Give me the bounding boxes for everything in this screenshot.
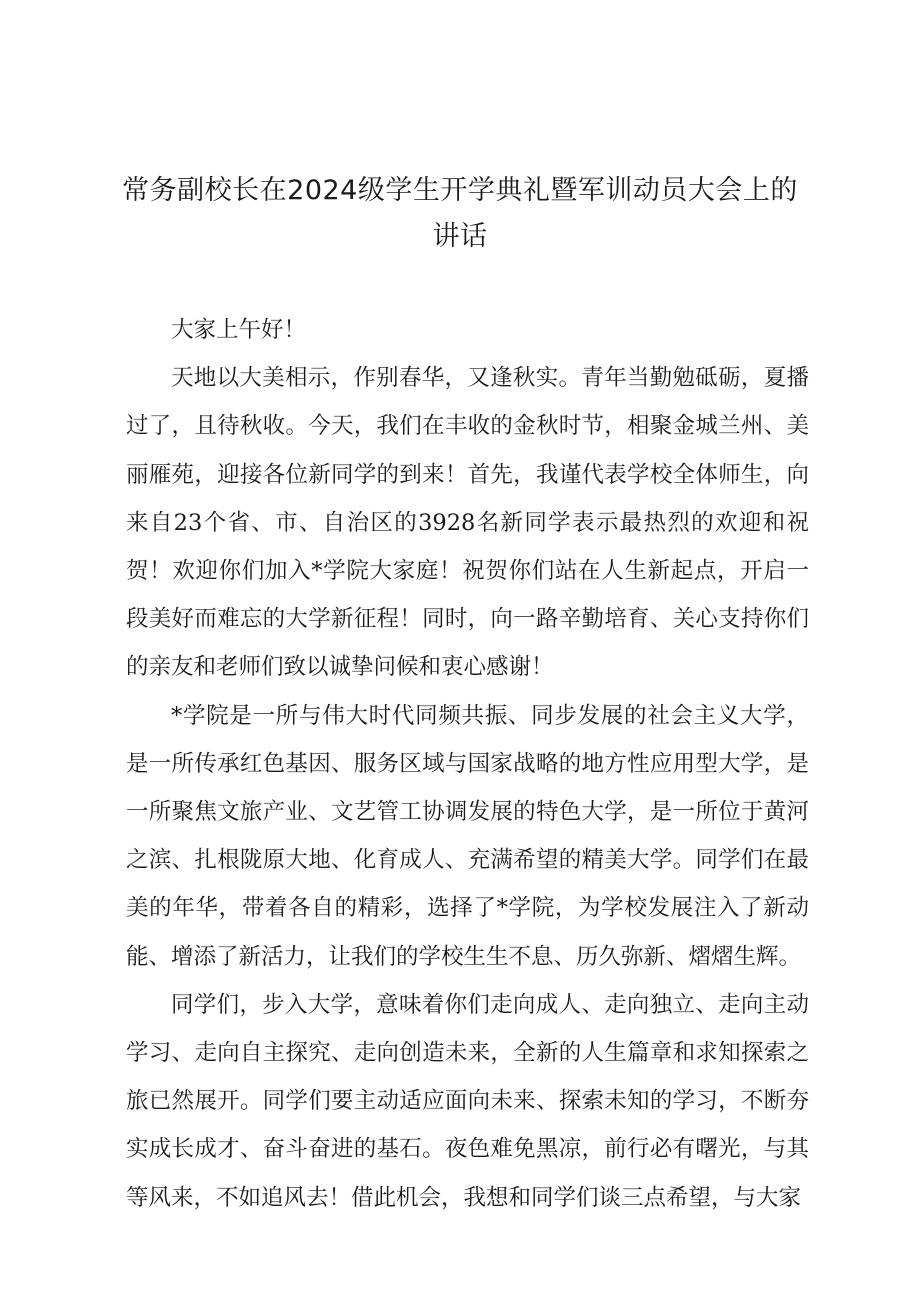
body-paragraph-students: 同学们，步入大学，意味着你们走向成人、走向独立、走向主动学习、走向自主探究、走向创造未来，全新的人生篇章和求知探索之旅已然展开。同学们要主动适应面向未来、探索未知的学习，不断夯实成长成才、奋斗奋进的基石。夜色难免黑凉，前行必有曙光，与其等风来，不如追风去！借此机会，我想和同学们谈三点希望，与大家: [126, 991, 809, 1211]
greeting-paragraph: 大家上午好！: [171, 317, 307, 343]
body-paragraph-college-intro: *学院是一所与伟大时代同频共振、同步发展的社会主义大学，是一所传承红色基因、服务区域与国家战略的地方性应用型大学，是一所聚焦文旅产业、文艺管工协调发展的特色大学，是一所位于黄河之滨、扎根陇原大地、化育成人、充满希望的精美大学。同学们在最美的年华，带着各自的精彩，选择了*学院，为学校发展注入了新动能、增添了新活力，让我们的学校生生不息、历久弥新、熠熠生辉。: [126, 702, 809, 970]
document-body: [126, 306, 809, 1222]
body-paragraph-welcome: 天地以大美相示，作别春华，又逢秋实。青年当勤勉砥砺，夏播过了，且待秋收。今天，我们在丰收的金秋时节，相聚金城兰州、美丽雁苑，迎接各位新同学的到来！首先，我谨代表学校全体师生，向来自23个省、市、自治区的3928名新同学表示最热烈的欢迎和祝贺！欢迎你们加入*学院大家庭！祝贺你们站在人生新起点，开启一段美好而难忘的大学新征程！同时，向一路辛勤培育、关心支持你们的亲友和老师们致以诚挚问候和衷心感谢！: [126, 365, 809, 681]
title-line-2: 讲话: [432, 221, 488, 252]
title-line-1: 常务副校长在2024级学生开学典礼暨军训动员大会上的: [122, 175, 798, 206]
document-title: [60, 168, 860, 260]
